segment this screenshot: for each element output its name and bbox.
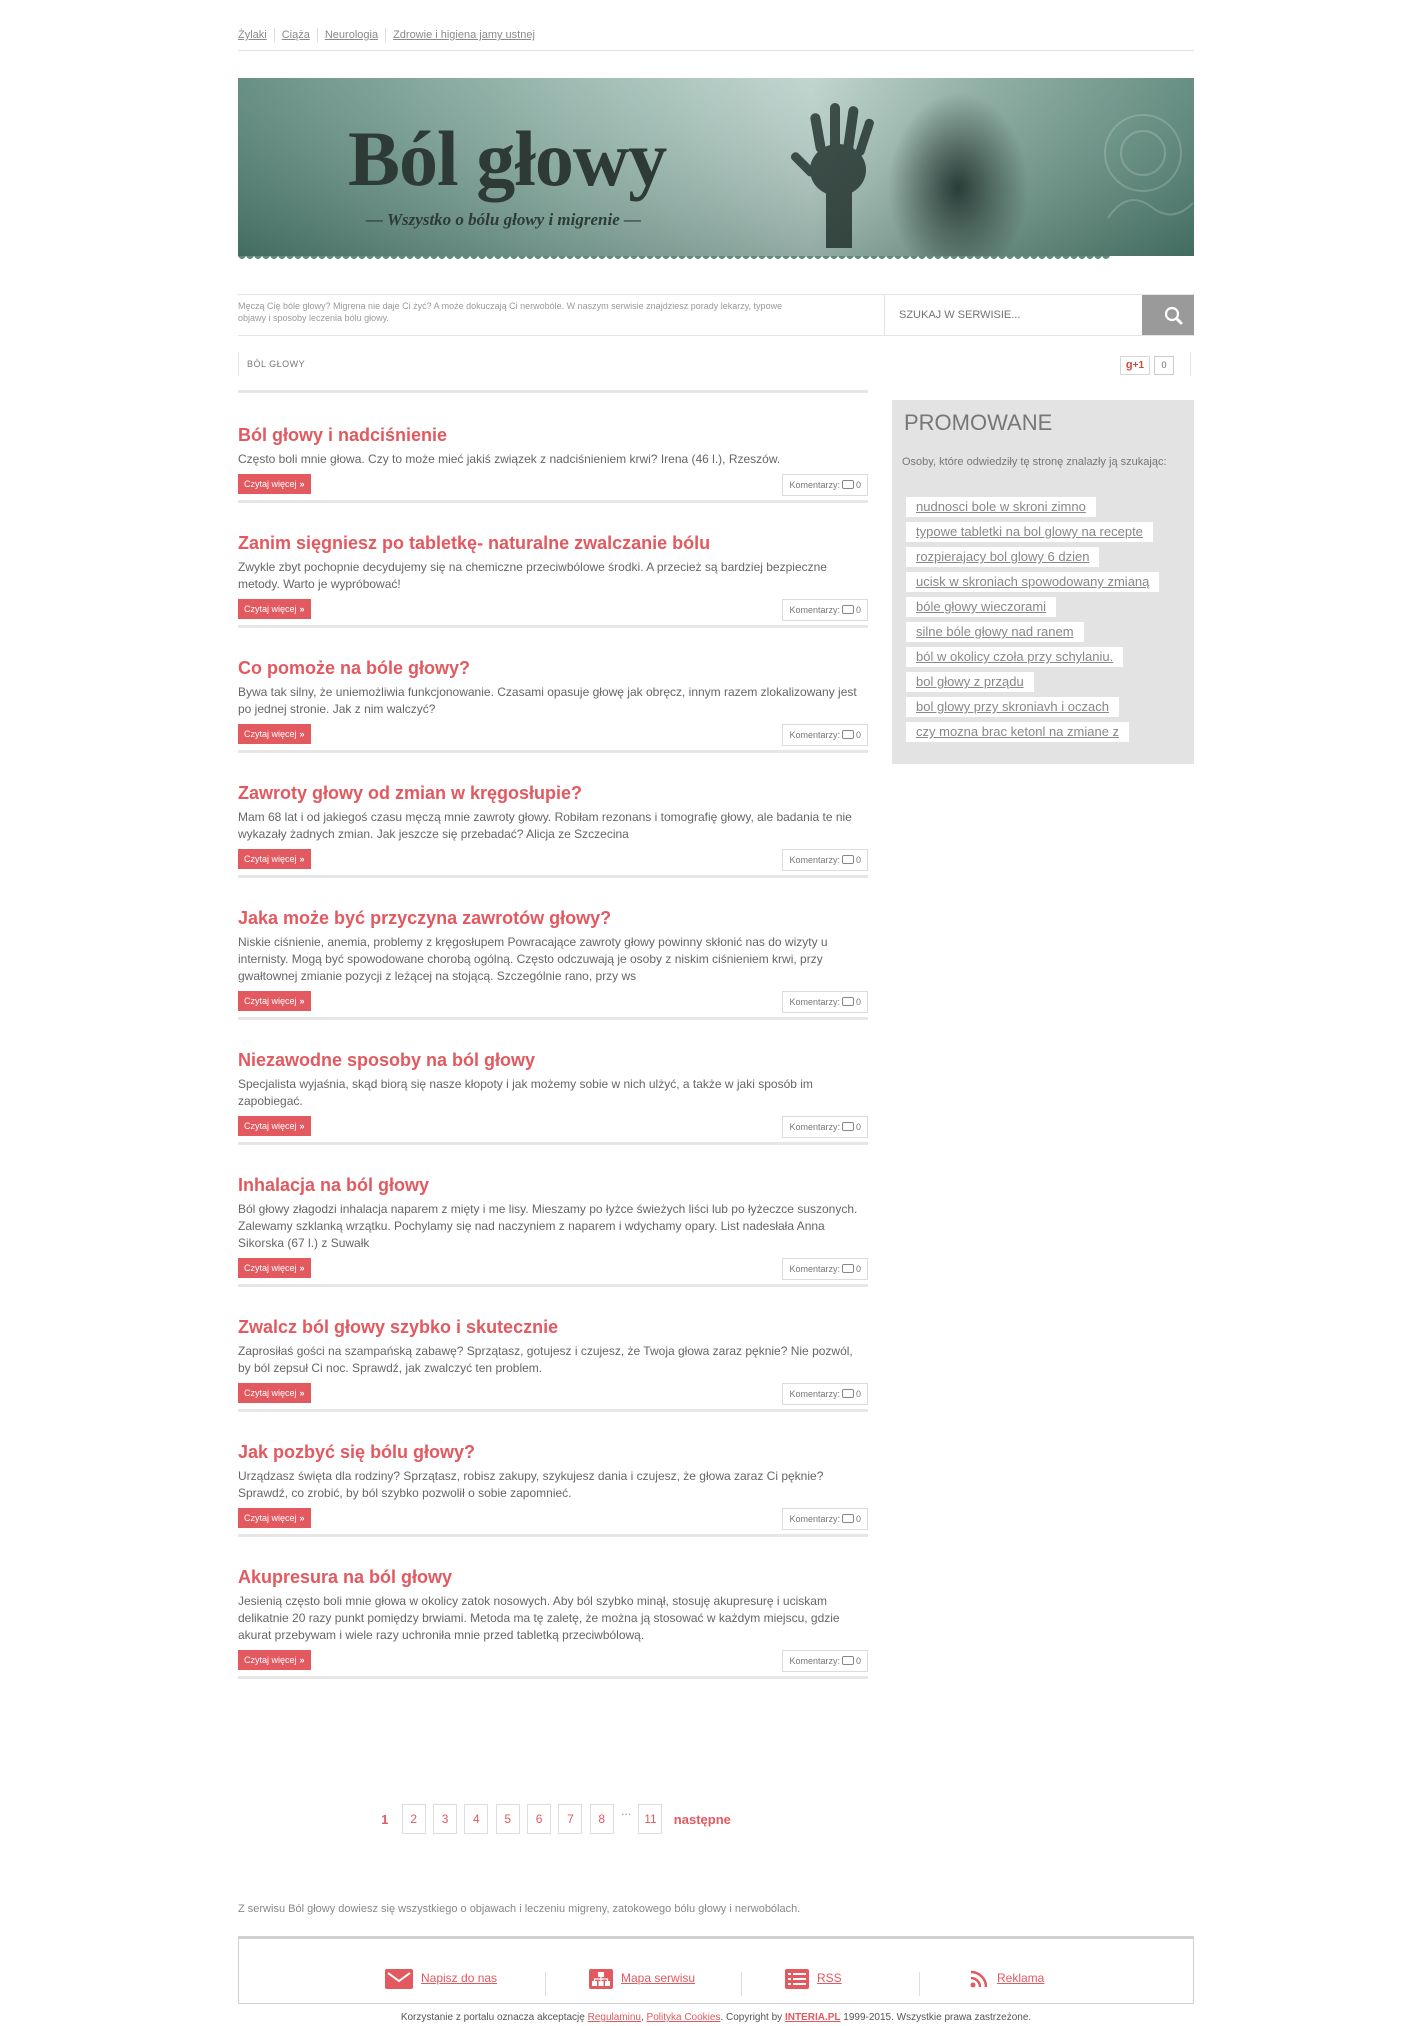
article-footer bbox=[238, 1258, 868, 1280]
divider bbox=[919, 1972, 920, 1996]
article-item bbox=[238, 1316, 868, 1412]
top-link-ciaza[interactable]: Ciąża bbox=[274, 28, 317, 42]
rss-link[interactable] bbox=[785, 1968, 842, 1989]
article-title[interactable]: Zawroty głowy od zmian w kręgosłupie? bbox=[238, 783, 583, 803]
double-chevron-right-icon: » bbox=[299, 479, 305, 489]
read-more-label: Czytaj więcej bbox=[244, 996, 297, 1006]
search-input[interactable] bbox=[884, 295, 1140, 335]
article-excerpt: Bywa tak silny, że uniemożliwia funkcjonowanie. Czasami opasuje głowę jak obręcz, innym razem zlokalizowany jest po jednej stronie. Jak z nim walczyć? bbox=[238, 685, 857, 716]
comments-label: Komentarzy: bbox=[789, 1264, 840, 1274]
article-footer bbox=[238, 474, 868, 496]
read-more-label: Czytaj więcej bbox=[244, 604, 297, 614]
article-excerpt: Urządzasz święta dla rodziny? Sprzątasz, robisz zakupy, szykujesz dania i czujesz, że głowa zaraz Ci pęknie? Sprawdź, co zrobić, by ból szybko pozwolił o sobie zapomnieć. bbox=[238, 1469, 824, 1500]
top-link-neurologia[interactable]: Neurologia bbox=[317, 28, 385, 42]
comments-link[interactable] bbox=[782, 1116, 868, 1138]
top-link-zdrowie-jamy-ustnej[interactable]: Zdrowie i higiena jamy ustnej bbox=[385, 28, 542, 42]
double-chevron-right-icon: » bbox=[299, 1263, 305, 1273]
contact-link[interactable] bbox=[385, 1968, 497, 1989]
comment-count: 0 bbox=[855, 1264, 861, 1274]
double-chevron-right-icon: » bbox=[299, 996, 305, 1006]
article-title[interactable]: Zwalcz ból głowy szybko i skutecznie bbox=[238, 1317, 559, 1337]
read-more-label: Czytaj więcej bbox=[244, 854, 297, 864]
interia-link[interactable]: INTERIA.PL bbox=[784, 2012, 841, 2023]
divider bbox=[741, 1972, 742, 1996]
comments-link[interactable] bbox=[782, 1650, 868, 1672]
comment-bubble-icon bbox=[842, 1389, 854, 1398]
footer-links bbox=[238, 1936, 1194, 2004]
comments-link[interactable] bbox=[782, 474, 868, 496]
comment-bubble-icon bbox=[842, 605, 854, 614]
article-footer bbox=[238, 1650, 868, 1672]
article-item bbox=[238, 657, 868, 753]
footer-about: Z serwisu Ból głowy dowiesz się wszystkiego o objawach i leczeniu migreny, zatokowego bólu głowy i nerwobólach. bbox=[238, 1903, 801, 1915]
article-excerpt: Często boli mnie głowa. Czy to może mieć jakiś związek z nadciśnieniem krwi? Irena (46 l.), Rzeszów. bbox=[238, 452, 781, 466]
sitemap-icon bbox=[589, 1969, 613, 1989]
comment-count: 0 bbox=[855, 1514, 861, 1524]
copyright: Korzystanie z portalu oznacza akceptację Regulaminu, Polityka Cookies. Copyright by INTERIA.PL 1999-2015. Wszystkie prawa zastrzeżone. bbox=[400, 2012, 1032, 2023]
article-footer bbox=[238, 1383, 868, 1405]
double-chevron-right-icon: » bbox=[299, 604, 305, 614]
double-chevron-right-icon: » bbox=[299, 1513, 305, 1523]
intro-search-bar bbox=[238, 294, 1194, 336]
divider bbox=[238, 1017, 868, 1020]
page-link-last[interactable]: 11 bbox=[638, 1804, 662, 1834]
comments-link[interactable] bbox=[782, 599, 868, 621]
search-tag[interactable]: rozpierajacy bol glowy 6 dzien bbox=[906, 547, 1099, 567]
site-subtitle: — Wszystko o bólu głowy i migrenie — bbox=[366, 210, 642, 229]
search-tags bbox=[906, 497, 1188, 747]
article-excerpt: Niskie ciśnienie, anemia, problemy z kręgosłupem Powracające zawroty głowy powinny skłonić nas do wizyty u internisty. Mogą być spowodowane chorobą ogólną. Często odczuwają je osoby z niskim ciśnieniem krwi, przy gwałtownej zmianie pozycji z leżącej na stojącą. Szczególnie rano, przy ws bbox=[238, 935, 828, 983]
article-list bbox=[238, 390, 868, 1708]
read-more-label: Czytaj więcej bbox=[244, 729, 297, 739]
article-item bbox=[238, 1441, 868, 1537]
comment-count: 0 bbox=[855, 605, 861, 615]
breadcrumb-bar bbox=[238, 352, 1194, 378]
article-title[interactable]: Zanim sięgniesz po tabletkę- naturalne zwalczanie bólu bbox=[238, 533, 711, 553]
comment-bubble-icon bbox=[842, 997, 854, 1006]
read-more-button[interactable] bbox=[238, 474, 311, 494]
copyright-mid: . Copyright by bbox=[720, 2012, 783, 2023]
comment-bubble-icon bbox=[842, 1656, 854, 1665]
comments-label: Komentarzy: bbox=[789, 480, 840, 490]
comments-label: Komentarzy: bbox=[789, 1514, 840, 1524]
comment-count: 0 bbox=[855, 855, 861, 865]
article-title[interactable]: Jaka może być przyczyna zawrotów głowy? bbox=[238, 908, 612, 928]
article-container bbox=[238, 424, 868, 1679]
search-tag[interactable]: ucisk w skroniach spowodowany zmianą bbox=[906, 572, 1159, 592]
ads-link[interactable] bbox=[969, 1968, 1044, 1989]
page-link[interactable]: 7 bbox=[558, 1804, 582, 1834]
sidebar-title: PROMOWANE bbox=[904, 410, 1053, 435]
google-plus-icon: g bbox=[1125, 359, 1133, 371]
read-more-button[interactable] bbox=[238, 1383, 311, 1403]
comments-link[interactable] bbox=[782, 1383, 868, 1405]
rss-label: RSS bbox=[817, 1971, 842, 1985]
article-footer bbox=[238, 599, 868, 621]
comment-count: 0 bbox=[855, 1656, 861, 1666]
read-more-button[interactable] bbox=[238, 1116, 311, 1136]
search-tag[interactable]: bol głowy z prządu bbox=[906, 672, 1034, 692]
read-more-button[interactable] bbox=[238, 1650, 311, 1670]
comments-link[interactable] bbox=[782, 849, 868, 871]
comment-count: 0 bbox=[855, 480, 861, 490]
copyright-suffix: 1999-2015. Wszystkie prawa zastrzeżone. bbox=[843, 2012, 1032, 2023]
article-footer bbox=[238, 991, 868, 1013]
page-link[interactable]: 5 bbox=[496, 1804, 520, 1834]
comment-bubble-icon bbox=[842, 730, 854, 739]
article-excerpt: Zwykle zbyt pochopnie decydujemy się na chemiczne przeciwbólowe środki. A przecież są bardziej bezpieczne metody. Warto je wypróbować! bbox=[238, 560, 827, 591]
article-footer bbox=[238, 1508, 868, 1530]
read-more-label: Czytaj więcej bbox=[244, 479, 297, 489]
read-more-label: Czytaj więcej bbox=[244, 1263, 297, 1273]
article-item bbox=[238, 782, 868, 878]
cookies-link[interactable]: Polityka Cookies bbox=[646, 2012, 721, 2023]
comment-count: 0 bbox=[855, 1389, 861, 1399]
divider bbox=[238, 1142, 868, 1145]
comments-label: Komentarzy: bbox=[789, 1389, 840, 1399]
article-title[interactable]: Akupresura na ból głowy bbox=[238, 1567, 453, 1587]
page-link[interactable]: 6 bbox=[527, 1804, 551, 1834]
search-icon bbox=[1148, 296, 1200, 336]
comments-link[interactable] bbox=[782, 1258, 868, 1280]
read-more-label: Czytaj więcej bbox=[244, 1513, 297, 1523]
search-tag[interactable]: ból w okolicy czoła przy schylaniu. bbox=[906, 647, 1123, 667]
comments-label: Komentarzy: bbox=[789, 605, 840, 615]
page-link[interactable]: 2 bbox=[402, 1804, 426, 1834]
contact-label: Napisz do nas bbox=[421, 1971, 498, 1985]
double-chevron-right-icon: » bbox=[299, 1121, 305, 1131]
search-tag[interactable]: bol glowy przy skroniavh i oczach bbox=[906, 697, 1119, 717]
read-more-button[interactable] bbox=[238, 1508, 311, 1528]
double-chevron-right-icon: » bbox=[299, 729, 305, 739]
regulations-link[interactable]: Regulaminu bbox=[587, 2012, 641, 2023]
article-title[interactable]: Jak pozbyć się bólu głowy? bbox=[238, 1442, 476, 1462]
divider bbox=[238, 875, 868, 878]
comment-bubble-icon bbox=[842, 1122, 854, 1131]
comments-label: Komentarzy: bbox=[789, 730, 840, 740]
comment-bubble-icon bbox=[842, 1514, 854, 1523]
list-icon bbox=[785, 1969, 809, 1989]
rss-icon bbox=[969, 1969, 989, 1989]
divider bbox=[545, 1972, 546, 1996]
article-title[interactable]: Co pomoże na bóle głowy? bbox=[238, 658, 471, 678]
ads-label: Reklama bbox=[997, 1971, 1045, 1985]
site-intro: Męczą Cię bóle głowy? Migrena nie daje Ci żyć? A może dokuczają Ci nerwobóle. W naszym serwisie znajdziesz porady lekarzy, typowe objawy i sposoby leczenia bólu głowy. bbox=[238, 301, 783, 323]
page-next[interactable]: następne bbox=[673, 1811, 731, 1827]
article-item bbox=[238, 907, 868, 1020]
comment-bubble-icon bbox=[842, 855, 854, 864]
comment-count: 0 bbox=[855, 730, 861, 740]
article-title[interactable]: Ból głowy i nadciśnienie bbox=[238, 425, 448, 445]
article-excerpt: Ból głowy złagodzi inhalacja naparem z mięty i me lisy. Mieszamy po łyżce świeżych liści lub po łyżeczce suszonych. Zalewamy szklanką wrzątku. Pochylamy się nad naczyniem z naparem i wdychamy opary. List nadesłała Anna Sikorska (67 l.) z Suwałk bbox=[238, 1202, 858, 1250]
article-excerpt: Jesienią często boli mnie głowa w okolicy zatok nosowych. Aby ból szybko minął, stosuję akupresurę i uciskam delikatnie 20 razy punkt pomiędzy brwiami. Metoda ma tę zaletę, że można ją stosować w każdym miejscu, gdzie akurat przebywam i wiele razy uchroniła mnie przed tabletką przeciwbólową. bbox=[238, 1594, 840, 1642]
article-item bbox=[238, 1566, 868, 1679]
page-link[interactable]: 8 bbox=[590, 1804, 614, 1834]
article-title[interactable]: Niezawodne sposoby na ból głowy bbox=[238, 1050, 536, 1070]
article-item bbox=[238, 1174, 868, 1287]
comments-label: Komentarzy: bbox=[789, 1122, 840, 1132]
article-excerpt: Zaprosiłaś gości na szampańską zabawę? Sprzątasz, gotujesz i czujesz, że Twoja głowa zaraz pęknie? Nie pozwól, by ból zepsuł Ci noc. Sprawdź, jak zwalczyć ten problem. bbox=[238, 1344, 853, 1375]
divider bbox=[238, 1534, 868, 1537]
read-more-label: Czytaj więcej bbox=[244, 1655, 297, 1665]
page-current: 1 bbox=[381, 1811, 389, 1827]
page-ellipsis: ... bbox=[621, 1804, 632, 1818]
search-tag[interactable]: nudnosci bole w skroni zimno bbox=[906, 497, 1096, 517]
read-more-label: Czytaj więcej bbox=[244, 1121, 297, 1131]
google-plus-count: 0 bbox=[1154, 356, 1174, 375]
google-plus-button[interactable] bbox=[1120, 356, 1150, 375]
comment-bubble-icon bbox=[842, 480, 854, 489]
divider bbox=[238, 500, 868, 503]
page-link[interactable]: 4 bbox=[464, 1804, 488, 1834]
pagination bbox=[238, 1804, 868, 1834]
double-chevron-right-icon: » bbox=[299, 1388, 305, 1398]
article-footer bbox=[238, 1116, 868, 1138]
comment-bubble-icon bbox=[842, 1264, 854, 1273]
comments-link[interactable] bbox=[782, 1508, 868, 1530]
read-more-button[interactable] bbox=[238, 991, 311, 1011]
read-more-label: Czytaj więcej bbox=[244, 1388, 297, 1398]
sitemap-link[interactable] bbox=[589, 1968, 695, 1989]
double-chevron-right-icon: » bbox=[299, 854, 305, 864]
article-item bbox=[238, 424, 868, 503]
comments-label: Komentarzy: bbox=[789, 1656, 840, 1666]
article-footer bbox=[238, 849, 868, 871]
header-banner[interactable] bbox=[238, 78, 1194, 268]
divider bbox=[238, 1409, 868, 1412]
sitemap-label: Mapa serwisu bbox=[621, 1971, 696, 1985]
divider bbox=[1190, 352, 1191, 376]
google-plus-label: +1 bbox=[1132, 360, 1145, 371]
read-more-button[interactable] bbox=[238, 849, 311, 869]
comment-count: 0 bbox=[855, 1122, 861, 1132]
article-item bbox=[238, 532, 868, 628]
divider bbox=[238, 1676, 868, 1679]
search-tag[interactable]: czy mozna brac ketonl na zmiane z bbox=[906, 722, 1129, 742]
article-title[interactable]: Inhalacja na ból głowy bbox=[238, 1175, 430, 1195]
search-tag[interactable]: typowe tabletki na bol glowy na recepte bbox=[906, 522, 1153, 542]
read-more-button[interactable] bbox=[238, 599, 311, 619]
read-more-button[interactable] bbox=[238, 1258, 311, 1278]
divider bbox=[238, 750, 868, 753]
top-link-zylaki[interactable]: Żylaki bbox=[238, 29, 267, 41]
article-excerpt: Mam 68 lat i od jakiegoś czasu męczą mnie zawroty głowy. Robiłam rezonans i tomografię głowy, ale badania te nie wykazały żadnych zmian. Jak jeszcze się przebadać? Alicja ze Szczecina bbox=[238, 810, 852, 841]
comment-count: 0 bbox=[855, 997, 861, 1007]
read-more-button[interactable] bbox=[238, 724, 311, 744]
search-tag[interactable]: bóle głowy wieczorami bbox=[906, 597, 1056, 617]
site-title: Ból głowy bbox=[348, 115, 667, 202]
page-link[interactable]: 3 bbox=[433, 1804, 457, 1834]
comments-label: Komentarzy: bbox=[789, 855, 840, 865]
comments-label: Komentarzy: bbox=[789, 997, 840, 1007]
divider bbox=[238, 625, 868, 628]
copyright-prefix: Korzystanie z portalu oznacza akceptację bbox=[400, 2012, 585, 2023]
divider bbox=[238, 1284, 868, 1287]
promoted-sidebar bbox=[892, 400, 1194, 764]
envelope-icon bbox=[385, 1969, 413, 1989]
breadcrumb[interactable]: BÓL GŁOWY bbox=[238, 352, 305, 376]
comments-link[interactable] bbox=[782, 991, 868, 1013]
top-links bbox=[238, 28, 1194, 51]
article-item bbox=[238, 1049, 868, 1145]
article-footer bbox=[238, 724, 868, 746]
divider bbox=[238, 390, 868, 393]
sidebar-description: Osoby, które odwiedziły tę stronę znalazły ją szukając: bbox=[902, 456, 1167, 468]
comments-link[interactable] bbox=[782, 724, 868, 746]
search-tag[interactable]: silne bóle głowy nad ranem bbox=[906, 622, 1084, 642]
article-excerpt: Specjalista wyjaśnia, skąd biorą się nasze kłopoty i jak możemy sobie w nich ulżyć, a także w jaki sposób im zapobiegać. bbox=[238, 1077, 813, 1108]
search-button[interactable] bbox=[1142, 295, 1194, 335]
double-chevron-right-icon: » bbox=[299, 1655, 305, 1665]
